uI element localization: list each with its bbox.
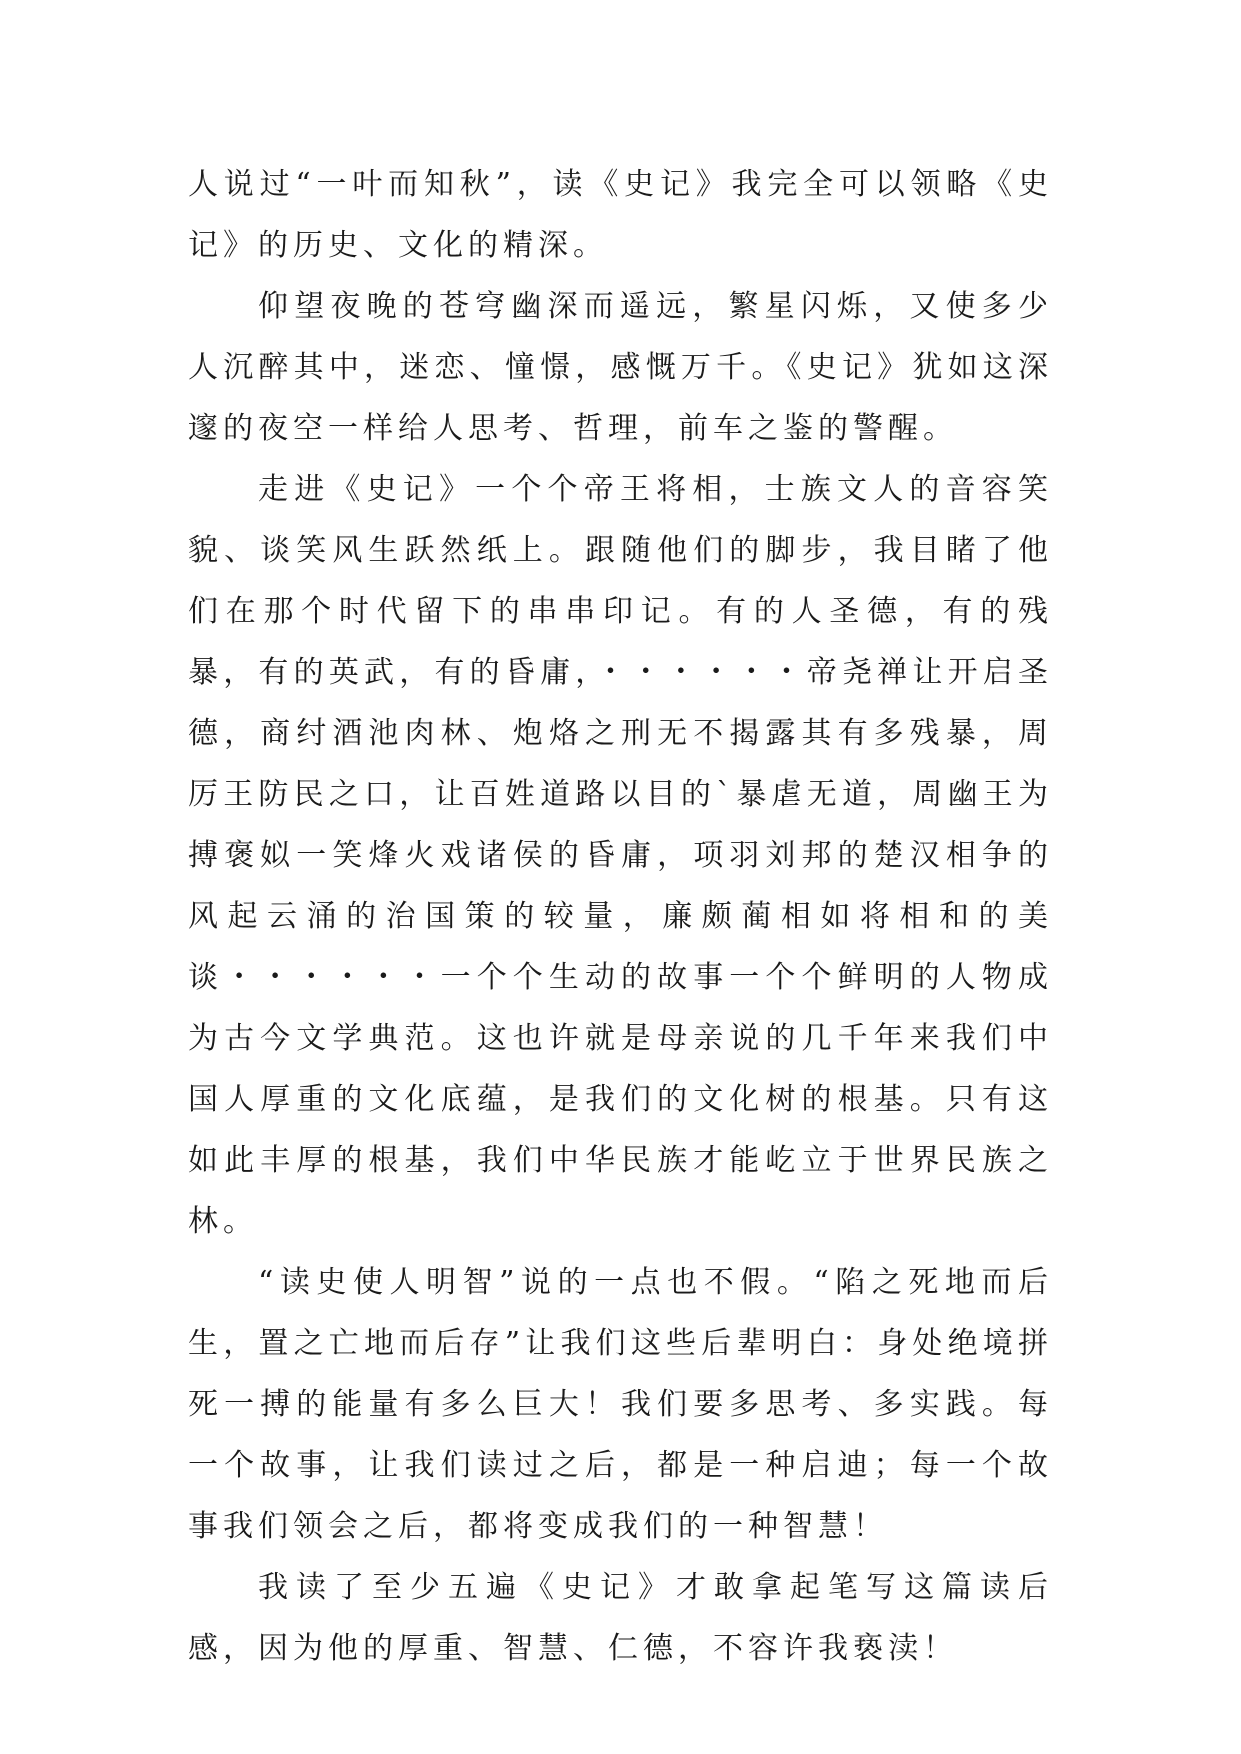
paragraph-continued: 人说过“一叶而知秋”，读《史记》我完全可以领略《史记》的历史、文化的精深。: [188, 167, 1053, 263]
paragraph: 走进《史记》一个个帝王将相，士族文人的音容笑貌、谈笑风生跃然纸上。跟随他们的脚步，我目睹了他们在那个时代留下的串串印记。有的人圣德，有的残暴，有的英武，有的昏庸，・・・・・・帝尧禅让开启圣德，商纣酒池肉林、炮烙之刑无不揭露其有多残暴，周厉王防民之口，让百姓道路以目的`暴虐无道，周幽王为搏褒姒一笑烽火戏诸侯的昏庸，项羽刘邦的楚汉相争的风起云涌的治国策的较量，廉颇蔺相如将相和的美谈・・・・・・一个个生动的故事一个个鲜明的人物成为古今文学典范。这也许就是母亲说的几千年来我们中国人厚重的文化底蕴，是我们的文化树的根基。只有这如此丰厚的根基，我们中华民族才能屹立于世界民族之林。: [188, 472, 1053, 1239]
paragraph: 我读了至少五遍《史记》才敢拿起笔写这篇读后感，因为他的厚重、智慧、仁德，不容许我亵渎！: [188, 1570, 1053, 1666]
body-text: [188, 154, 1053, 1679]
paragraph: 仰望夜晚的苍穹幽深而遥远，繁星闪烁，又使多少人沉醉其中，迷恋、憧憬，感慨万千。《史记》犹如这深邃的夜空一样给人思考、哲理，前车之鉴的警醒。: [188, 289, 1053, 446]
paragraph: “读史使人明智”说的一点也不假。“陷之死地而后生，置之亡地而后存”让我们这些后辈明白：身处绝境拼死一搏的能量有多么巨大！我们要多思考、多实践。每一个故事，让我们读过之后，都是一种启迪；每一个故事我们领会之后，都将变成我们的一种智慧！: [188, 1265, 1053, 1544]
